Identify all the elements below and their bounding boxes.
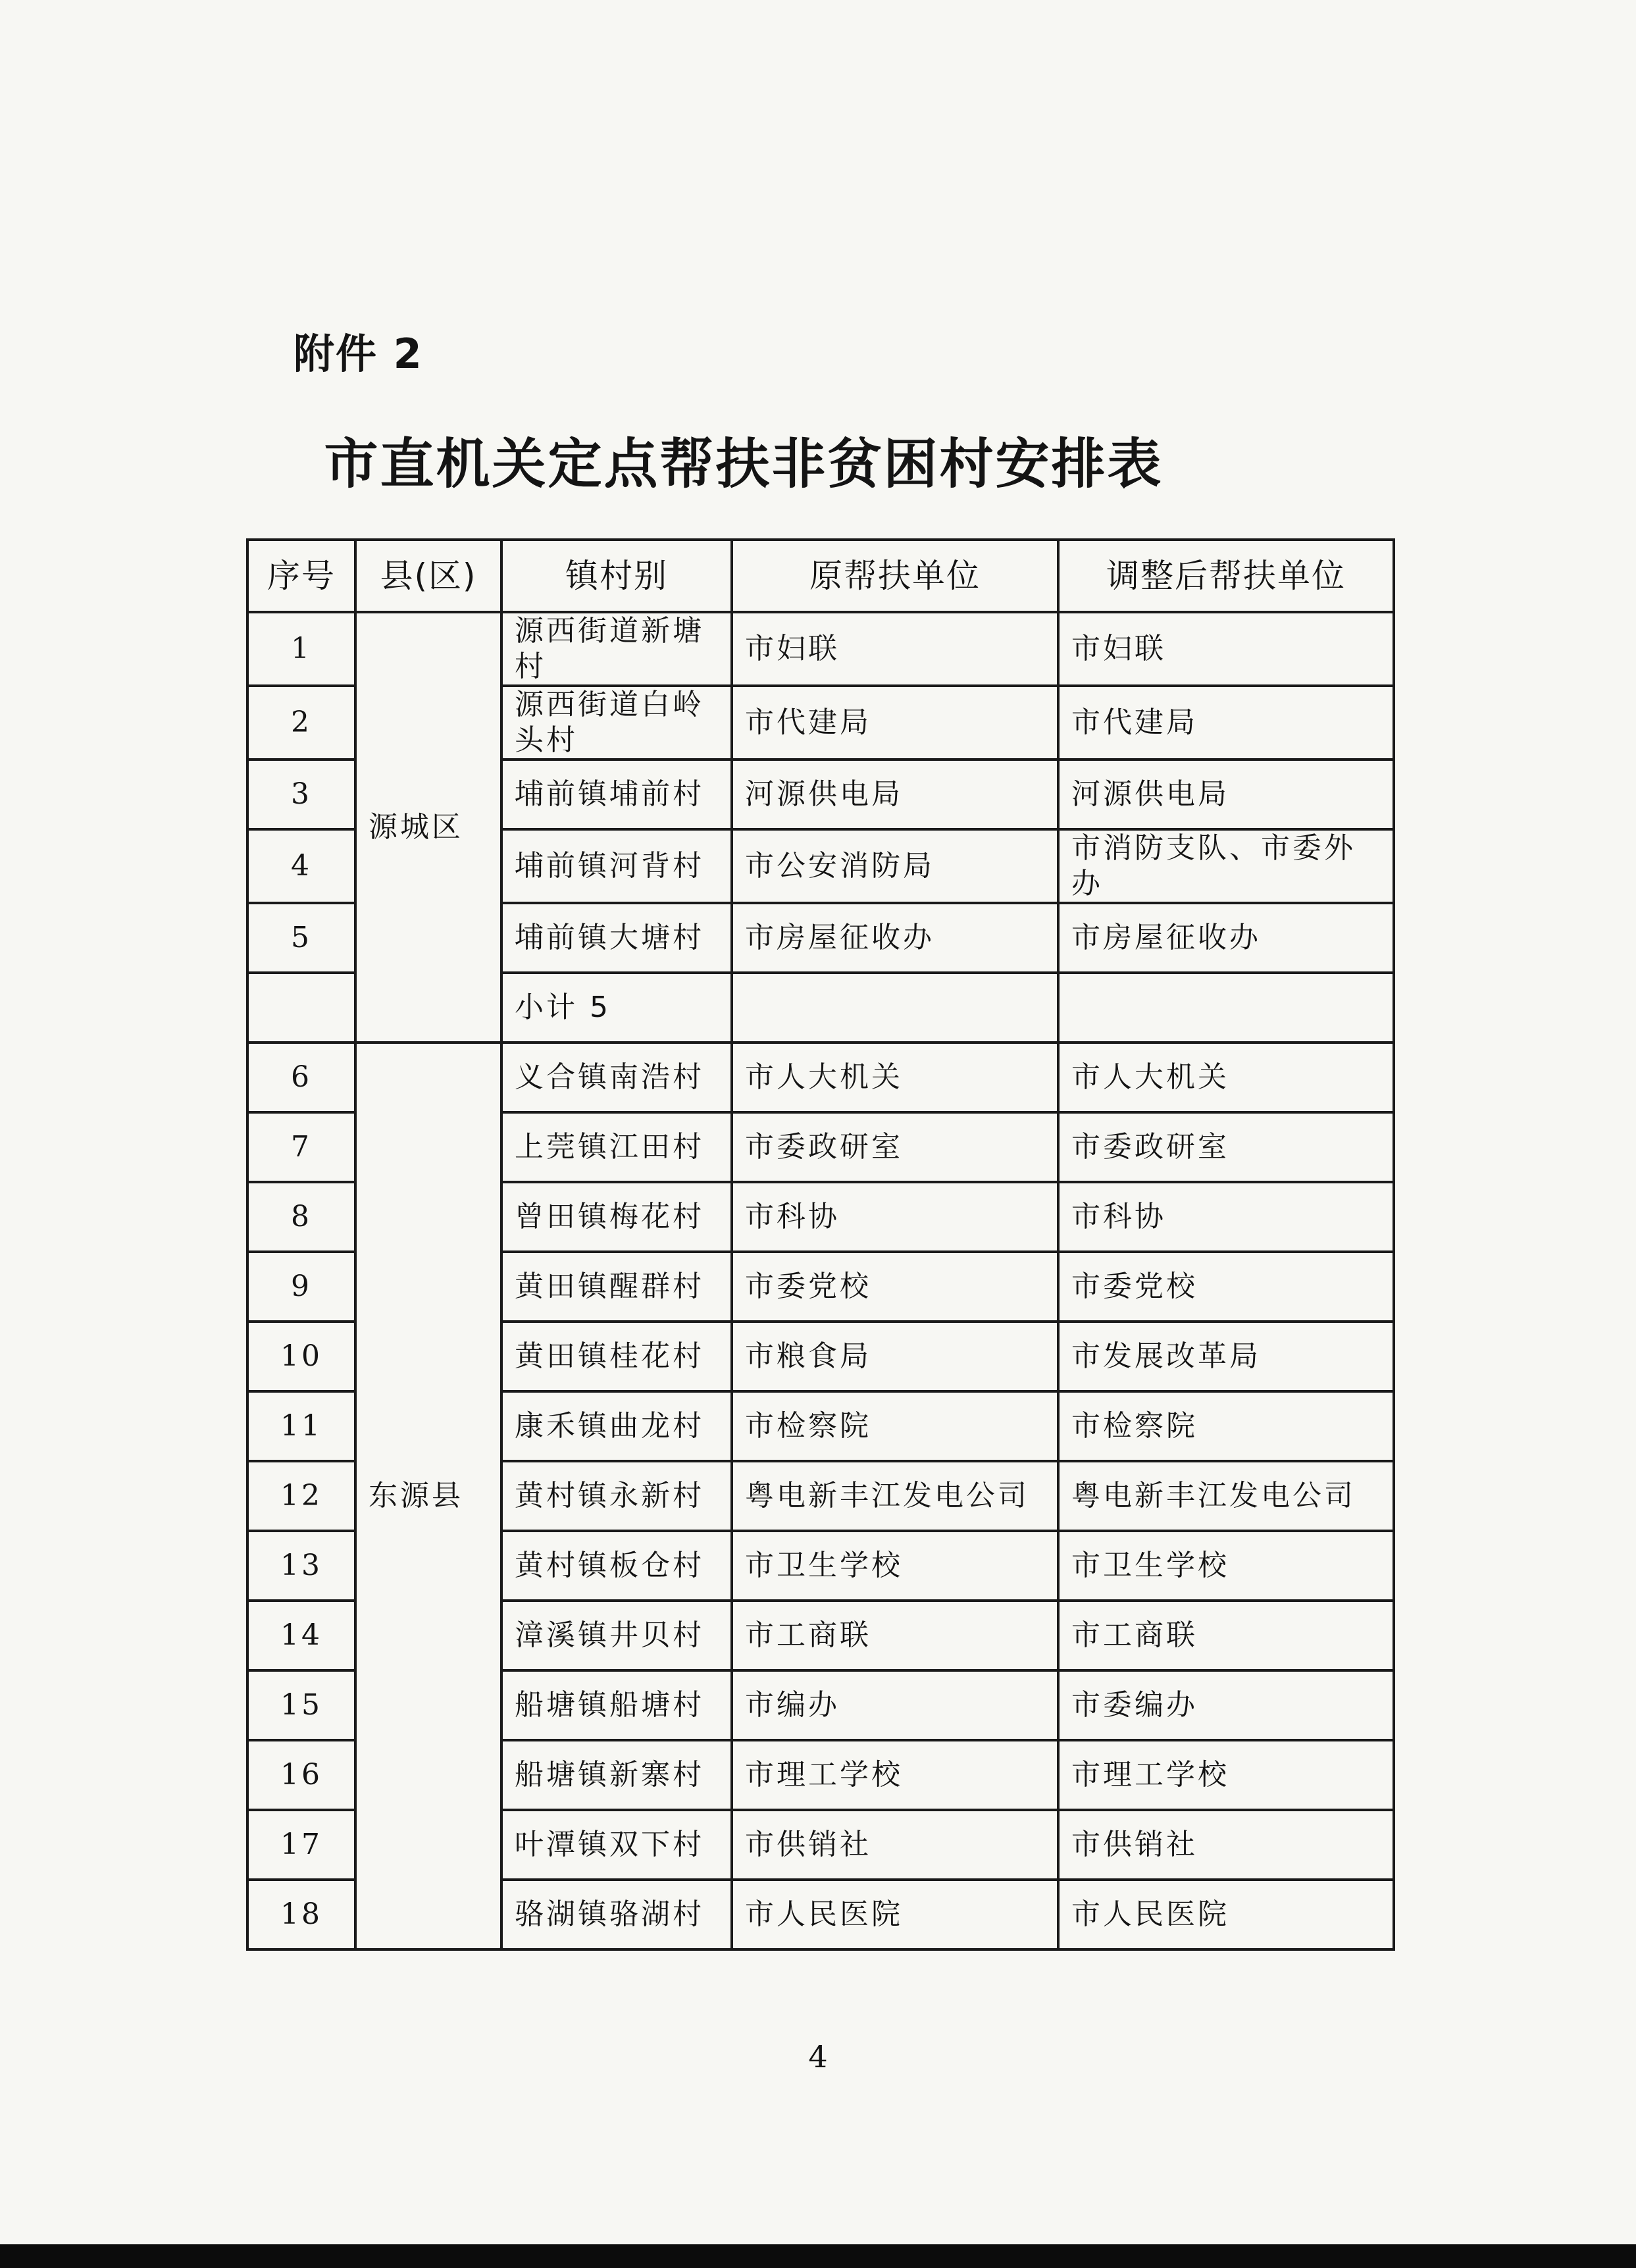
seq-cell: 9 — [247, 1252, 355, 1322]
original-unit-cell: 市代建局 — [732, 686, 1058, 760]
adjusted-unit-cell: 市人大机关 — [1058, 1043, 1394, 1112]
header-seq: 序号 — [247, 540, 355, 612]
adjusted-unit-cell: 市工商联 — [1058, 1601, 1394, 1670]
village-cell: 船塘镇船塘村 — [501, 1670, 732, 1740]
original-unit-cell: 市检察院 — [732, 1391, 1058, 1461]
adjusted-unit-cell: 市代建局 — [1058, 686, 1394, 760]
village-cell: 源西街道白岭头村 — [501, 686, 732, 760]
village-cell: 漳溪镇井贝村 — [501, 1601, 732, 1670]
village-cell: 骆湖镇骆湖村 — [501, 1880, 732, 1949]
original-unit-cell: 市房屋征收办 — [732, 903, 1058, 973]
village-cell: 船塘镇新寨村 — [501, 1740, 732, 1810]
original-unit-cell: 市科协 — [732, 1182, 1058, 1252]
village-cell: 埔前镇大塘村 — [501, 903, 732, 973]
adjusted-unit-cell: 市妇联 — [1058, 612, 1394, 686]
adjusted-unit-cell: 河源供电局 — [1058, 760, 1394, 829]
adjusted-unit-cell-empty — [1058, 973, 1394, 1043]
village-cell: 叶潭镇双下村 — [501, 1810, 732, 1880]
adjusted-unit-cell: 市科协 — [1058, 1182, 1394, 1252]
seq-cell: 16 — [247, 1740, 355, 1810]
adjusted-unit-cell: 市理工学校 — [1058, 1740, 1394, 1810]
seq-cell: 3 — [247, 760, 355, 829]
village-cell: 曾田镇梅花村 — [501, 1182, 732, 1252]
adjusted-unit-cell: 市卫生学校 — [1058, 1531, 1394, 1601]
adjusted-unit-cell: 粤电新丰江发电公司 — [1058, 1461, 1394, 1531]
seq-cell: 12 — [247, 1461, 355, 1531]
seq-cell: 5 — [247, 903, 355, 973]
subtotal-cell: 小计 5 — [501, 973, 732, 1043]
village-cell: 上莞镇江田村 — [501, 1112, 732, 1182]
seq-cell: 4 — [247, 829, 355, 903]
header-original-unit: 原帮扶单位 — [732, 540, 1058, 612]
original-unit-cell: 市人民医院 — [732, 1880, 1058, 1949]
document-title: 市直机关定点帮扶非贫困村安排表 — [324, 432, 1163, 496]
table-row — [247, 1043, 1394, 1112]
original-unit-cell: 市粮食局 — [732, 1322, 1058, 1391]
seq-cell: 7 — [247, 1112, 355, 1182]
original-unit-cell-empty — [732, 973, 1058, 1043]
seq-cell: 8 — [247, 1182, 355, 1252]
assignment-table — [246, 538, 1395, 1951]
village-cell: 黄田镇醒群村 — [501, 1252, 732, 1322]
original-unit-cell: 粤电新丰江发电公司 — [732, 1461, 1058, 1531]
seq-cell: 18 — [247, 1880, 355, 1949]
original-unit-cell: 市供销社 — [732, 1810, 1058, 1880]
adjusted-unit-cell: 市发展改革局 — [1058, 1322, 1394, 1391]
adjusted-unit-cell: 市消防支队、市委外办 — [1058, 829, 1394, 903]
adjusted-unit-cell: 市人民医院 — [1058, 1880, 1394, 1949]
village-cell: 埔前镇埔前村 — [501, 760, 732, 829]
original-unit-cell: 市理工学校 — [732, 1740, 1058, 1810]
table-row — [247, 612, 1394, 686]
original-unit-cell: 市工商联 — [732, 1601, 1058, 1670]
seq-cell: 13 — [247, 1531, 355, 1601]
village-cell: 义合镇南浩村 — [501, 1043, 732, 1112]
county-cell: 源城区 — [355, 612, 501, 1043]
header-village: 镇村别 — [501, 540, 732, 612]
seq-cell: 2 — [247, 686, 355, 760]
seq-cell: 1 — [247, 612, 355, 686]
adjusted-unit-cell: 市委政研室 — [1058, 1112, 1394, 1182]
seq-cell-empty — [247, 973, 355, 1043]
village-cell: 黄田镇桂花村 — [501, 1322, 732, 1391]
village-cell: 源西街道新塘村 — [501, 612, 732, 686]
village-cell: 埔前镇河背村 — [501, 829, 732, 903]
adjusted-unit-cell: 市委党校 — [1058, 1252, 1394, 1322]
original-unit-cell: 市人大机关 — [732, 1043, 1058, 1112]
original-unit-cell: 市妇联 — [732, 612, 1058, 686]
original-unit-cell: 市编办 — [732, 1670, 1058, 1740]
seq-cell: 14 — [247, 1601, 355, 1670]
seq-cell: 15 — [247, 1670, 355, 1740]
original-unit-cell: 市卫生学校 — [732, 1531, 1058, 1601]
original-unit-cell: 市委政研室 — [732, 1112, 1058, 1182]
village-cell: 康禾镇曲龙村 — [501, 1391, 732, 1461]
attachment-label: 附件 2 — [294, 330, 423, 378]
header-adjusted-unit: 调整后帮扶单位 — [1058, 540, 1394, 612]
seq-cell: 17 — [247, 1810, 355, 1880]
original-unit-cell: 市公安消防局 — [732, 829, 1058, 903]
adjusted-unit-cell: 市检察院 — [1058, 1391, 1394, 1461]
village-cell: 黄村镇板仓村 — [501, 1531, 732, 1601]
original-unit-cell: 市委党校 — [732, 1252, 1058, 1322]
adjusted-unit-cell: 市供销社 — [1058, 1810, 1394, 1880]
scan-bottom-edge — [0, 2244, 1636, 2268]
county-cell: 东源县 — [355, 1043, 501, 1949]
seq-cell: 11 — [247, 1391, 355, 1461]
table-header-row — [247, 540, 1394, 612]
village-cell: 黄村镇永新村 — [501, 1461, 732, 1531]
page-number: 4 — [808, 2039, 828, 2075]
header-county: 县(区) — [355, 540, 501, 612]
adjusted-unit-cell: 市房屋征收办 — [1058, 903, 1394, 973]
original-unit-cell: 河源供电局 — [732, 760, 1058, 829]
adjusted-unit-cell: 市委编办 — [1058, 1670, 1394, 1740]
seq-cell: 6 — [247, 1043, 355, 1112]
seq-cell: 10 — [247, 1322, 355, 1391]
